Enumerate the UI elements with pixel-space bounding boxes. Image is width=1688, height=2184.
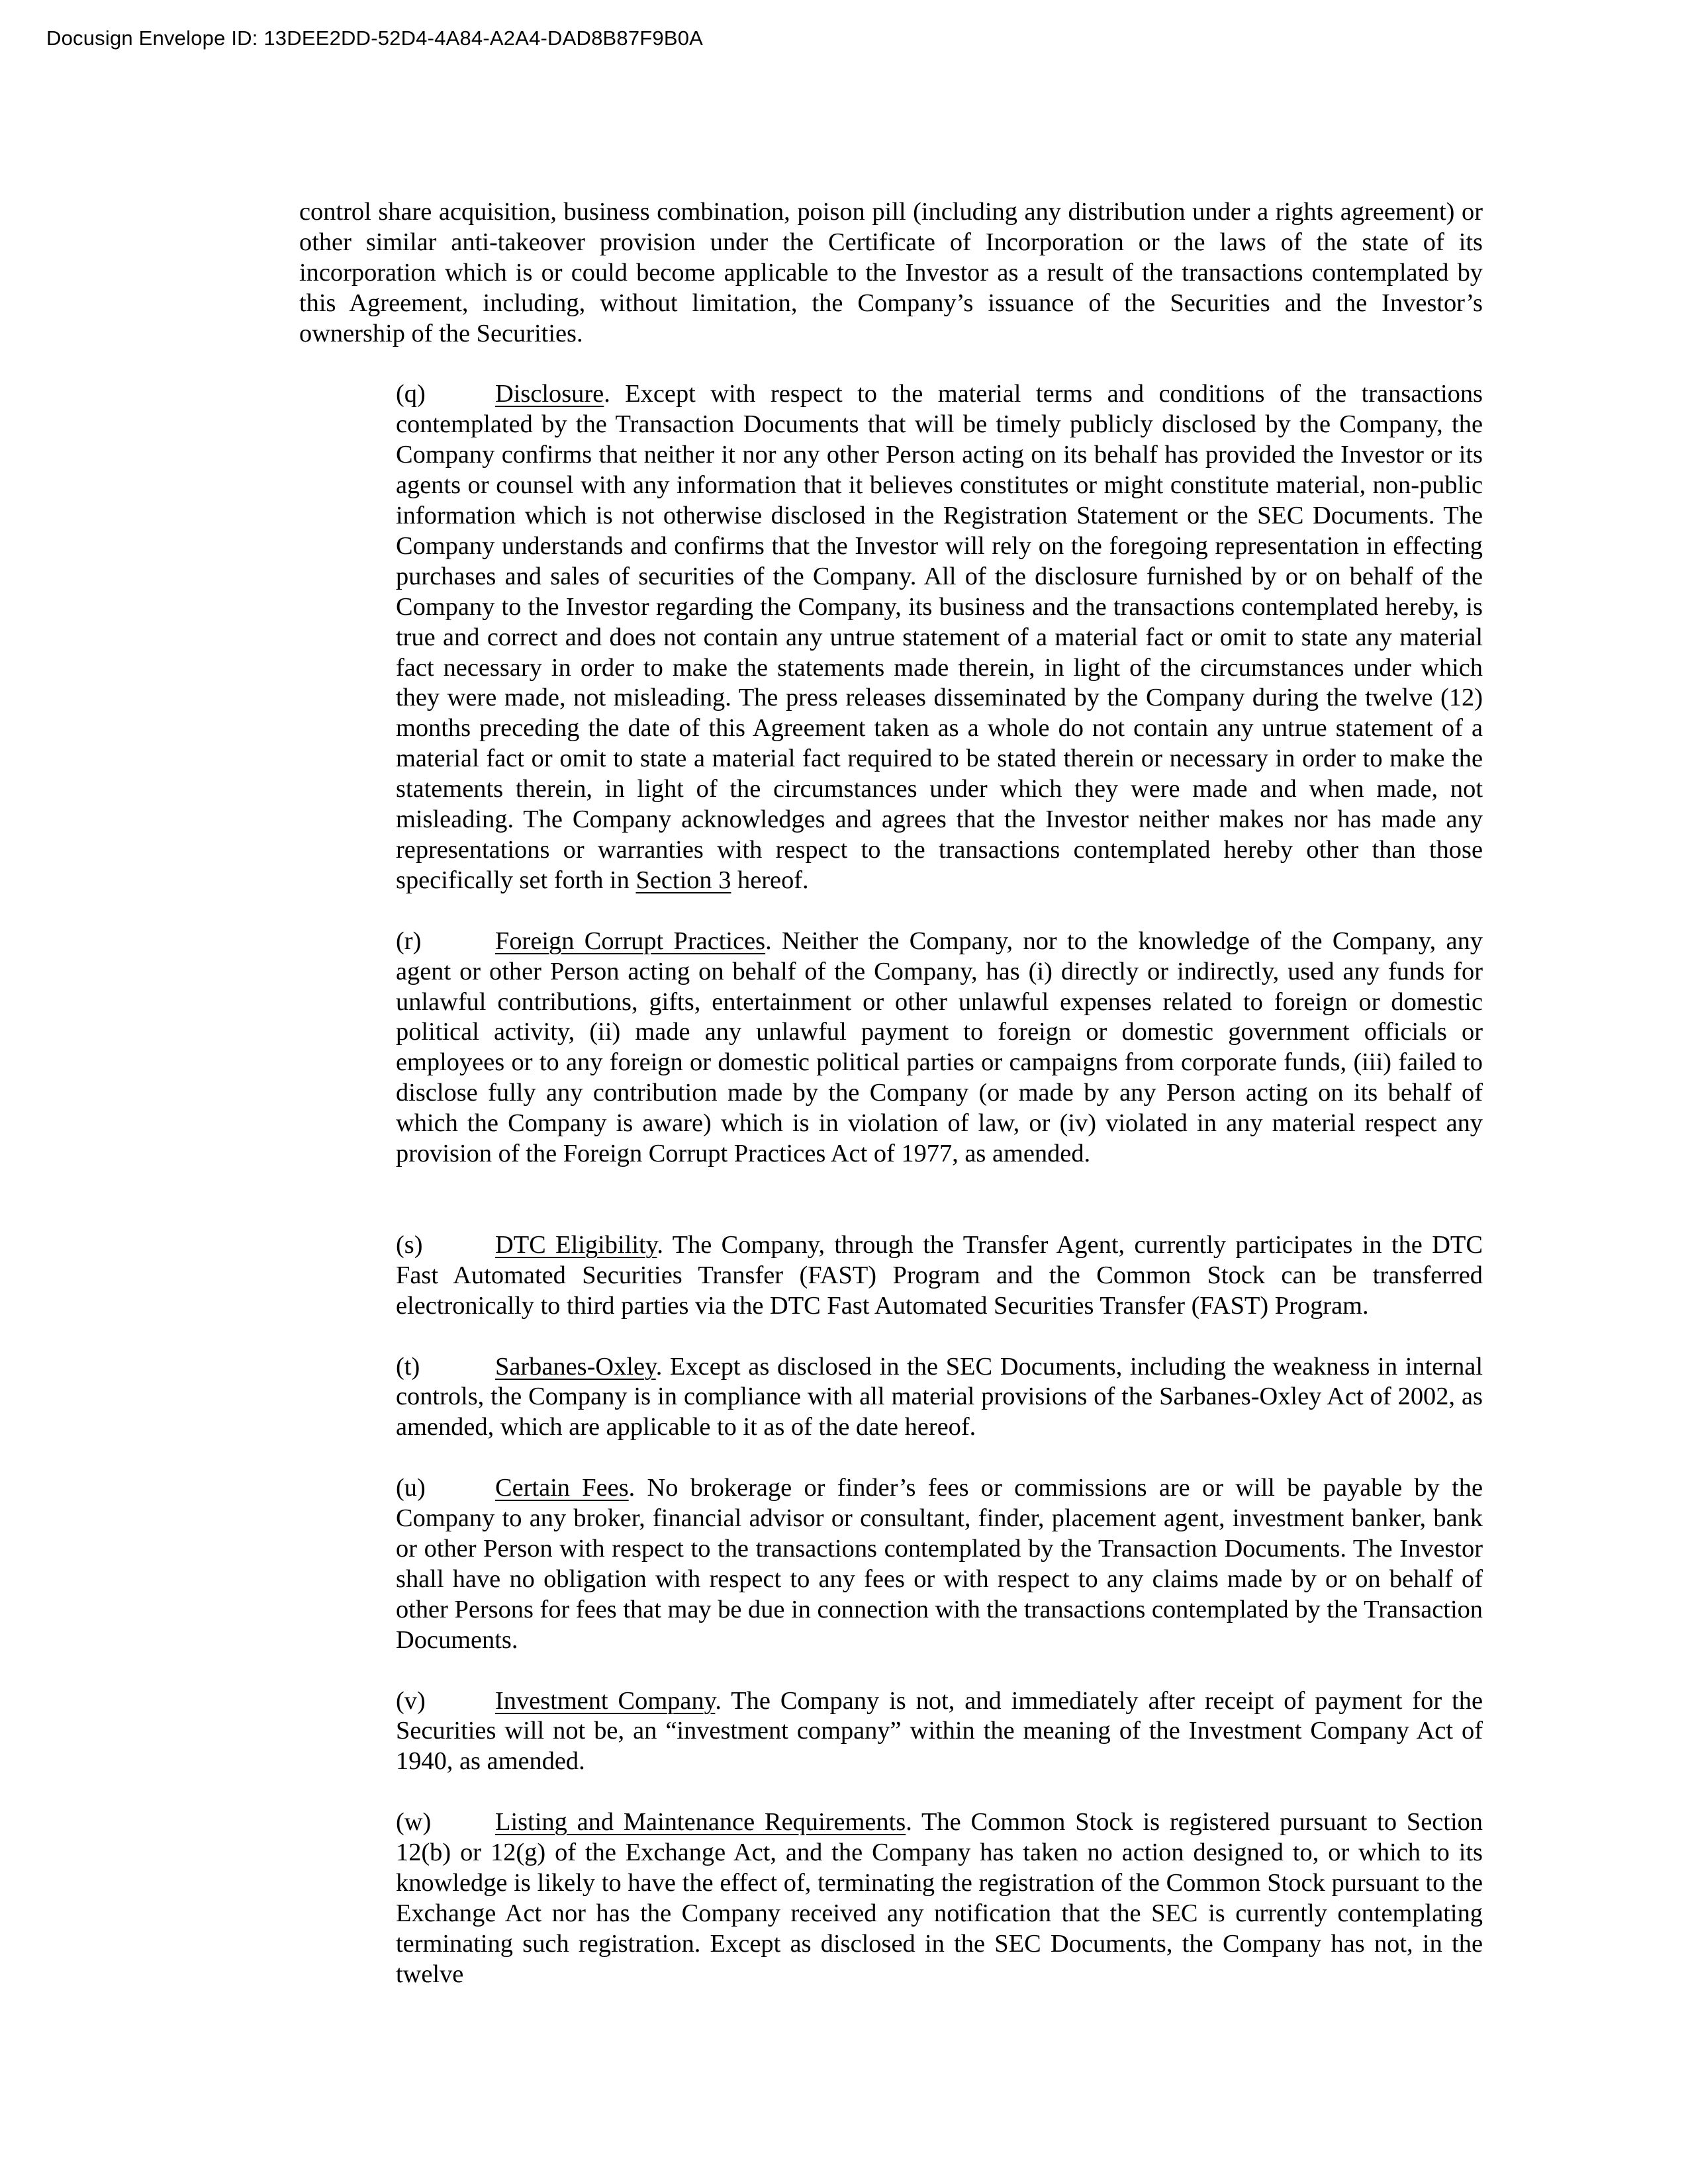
section-heading: Investment Company bbox=[495, 1686, 716, 1715]
section-heading: Certain Fees bbox=[495, 1474, 629, 1502]
section-label: (v) bbox=[396, 1686, 426, 1715]
intro-paragraph: control share acquisition, business combination, poison pill (including any distribution under a rights agreement) or other similar anti-takeover provision under the Certificate of Incorporation or the laws of the state of its incorporation which is or could become applicable to the Investor as a result of the transactions contemplated by this Agreement, including, without limitation, the Company’s issuance of the Securities and the Investor’s ownership of the Securities. bbox=[299, 198, 1483, 347]
section-r-foreign-corrupt-practices bbox=[299, 927, 1483, 1169]
section-label: (q) bbox=[396, 380, 426, 408]
section-reference: Section 3 bbox=[635, 866, 731, 894]
section-label: (t) bbox=[396, 1352, 420, 1381]
section-q-disclosure bbox=[299, 379, 1483, 895]
section-text: . Neither the Company, nor to the knowledge of the Company, any agent or other Person acting on behalf of the Company, has (i) directly or indirectly, used any funds for unlawful contributions, gifts, entertainment or other unlawful expenses related to foreign or domestic political activity, (ii) made any unlawful payment to foreign or domestic government officials or employees or to any foreign or domestic political parties or campaigns from corporate funds, (iii) failed to disclose fully any contribution made by the Company (or made by any Person acting on its behalf of which the Company is aware) which is in violation of law, or (iv) violated in any material respect any provision of the Foreign Corrupt Practices Act of 1977, as amended. bbox=[396, 927, 1483, 1168]
section-text: . Except with respect to the material terms and conditions of the transactions contemplated by the Transaction Documents that will be timely publicly disclosed by the Company, the Company confirms that neither it nor any other Person acting on its behalf has provided the Investor or its agents or counsel with any information that it believes constitutes or might constitute material, non-public information which is not otherwise disclosed in the Registration Statement or the SEC Documents. The Company understands and confirms that the Investor will rely on the foregoing representation in effecting purchases and sales of securities of the Company. All of the disclosure furnished by or on behalf of the Company to the Investor regarding the Company, its business and the transactions contemplated hereby, is true and correct and does not contain any untrue statement of a material fact or omit to state any material fact necessary in order to make the statements made therein, in light of the circumstances under which they were made, not misleading. The press releases disseminated by the Company during the twelve (12) months preceding the date of this Agreement taken as a whole do not contain any untrue statement of a material fact or omit to state a material fact required to be stated therein or necessary in order to make the statements therein, in light of the circumstances under which they were made and when made, not misleading. The Company acknowledges and agrees that the Investor neither makes nor has made any representations or warranties with respect to the transactions contemplated hereby other than those specifically set forth in bbox=[396, 380, 1483, 894]
section-text: . The Common Stock is registered pursuant to Section 12(b) or 12(g) of the Exchange Act, and the Company has taken no action designed to, or which to its knowledge is likely to have the effect of, terminating the registration of the Common Stock pursuant to the Exchange Act nor has the Company received any notification that the SEC is currently contemplating terminating such registration. Except as disclosed in the SEC Documents, the Company has not, in the twelve bbox=[396, 1808, 1483, 1988]
section-heading: Disclosure bbox=[495, 380, 604, 408]
section-text: . Except as disclosed in the SEC Documents, including the weakness in internal controls, the Company is in compliance with all material provisions of the Sarbanes-Oxley Act of 2002, as amended, which are applicable to it as of the date hereof. bbox=[396, 1352, 1483, 1441]
section-u-certain-fees bbox=[299, 1473, 1483, 1655]
section-heading: Foreign Corrupt Practices bbox=[495, 927, 766, 955]
section-text: . The Company, through the Transfer Agent, currently participates in the DTC Fast Automated Securities Transfer (FAST) Program and the Common Stock can be transferred electronically to third parties via the DTC Fast Automated Securities Transfer (FAST) Program. bbox=[396, 1230, 1483, 1320]
section-w-listing-requirements bbox=[299, 1807, 1483, 1989]
section-heading: DTC Eligibility bbox=[495, 1230, 657, 1259]
section-heading: Sarbanes-Oxley bbox=[495, 1352, 656, 1381]
section-heading: Listing and Maintenance Requirements bbox=[495, 1808, 906, 1837]
section-text-tail: hereof. bbox=[731, 866, 809, 894]
section-text: . No brokerage or finder’s fees or commissions are or will be payable by the Company to any broker, financial advisor or consultant, finder, placement agent, investment banker, bank or other Person with respect to the transactions contemplated by the Transaction Documents. The Investor shall have no obligation with respect to any fees or with respect to any claims made by or on behalf of other Persons for fees that may be due in connection with the transactions contemplated by the Transaction Documents. bbox=[396, 1474, 1483, 1654]
section-s-dtc-eligibility bbox=[299, 1230, 1483, 1322]
document-body bbox=[299, 197, 1483, 1990]
section-label: (s) bbox=[396, 1230, 423, 1259]
section-label: (u) bbox=[396, 1474, 426, 1502]
section-v-investment-company bbox=[299, 1686, 1483, 1778]
section-text: . The Company is not, and immediately after receipt of payment for the Securities will not be, an “investment company” within the meaning of the Investment Company Act of 1940, as amended. bbox=[396, 1686, 1483, 1776]
section-label: (w) bbox=[396, 1808, 432, 1837]
section-label: (r) bbox=[396, 927, 422, 955]
section-t-sarbanes-oxley bbox=[299, 1352, 1483, 1443]
docusign-envelope-id: Docusign Envelope ID: 13DEE2DD-52D4-4A84-A2A4-DAD8B87F9B0A bbox=[46, 26, 704, 50]
